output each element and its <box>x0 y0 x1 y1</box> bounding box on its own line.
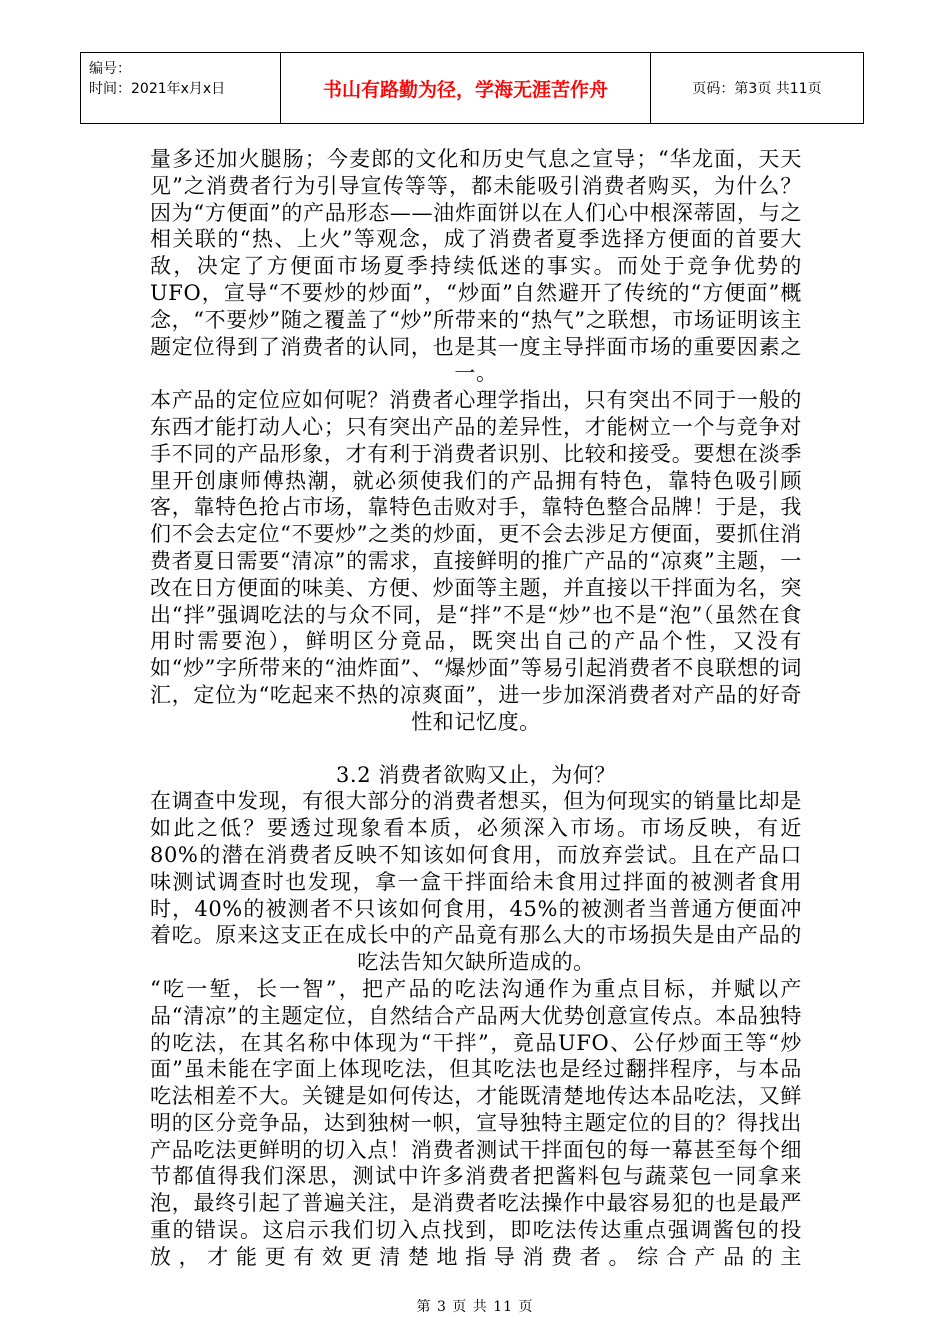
section-heading: 3.2 消费者欲购又止，为何？ <box>335 762 617 787</box>
document-body <box>150 146 802 1271</box>
header-motto: 书山有路勤为径，学海无涯苦作舟 <box>281 53 651 123</box>
document-number-label: 编号： <box>89 61 131 77</box>
paragraph-2: 本产品的定位应如何呢？消费者心理学指出，只有突出不同于一般的东西才能打动人心；只有突出产品的差异性，才能树立一个与竞争对手不同的产品形象，才有利于消费者识别、比较和接受。要想在淡季里开创康师傅热潮，就必须使我们的产品拥有特色，靠特色吸引顾客，靠特色抢占市场，靠特色击败对手，靠特色整合品牌！于是，我们不会去定位“不要炒”之类的炒面，更不会去涉足方便面，要抓住消费者夏日需要“清凉”的需求，直接鲜明的推广产品的“凉爽”主题，一改在日方便面的味美、方便、炒面等主题，并直接以干拌面为名，突出“拌”强调吃法的与众不同，是“拌”不是“炒”也不是“泡”（虽然在食用时需要泡），鲜明区分竟品，既突出自己的产品个性，又没有如“炒”字所带来的“油炸面”、“爆炒面”等易引起消费者不良联想的词汇，定位为“吃起来不热的凉爽面”，进一步加深消费者对产品的好奇性和记忆度。 <box>150 388 802 734</box>
page-footer: 第 3 页 共 11 页 <box>416 1299 534 1315</box>
page-header <box>80 52 864 124</box>
paragraph-1: 量多还加火腿肠；今麦郎的文化和历史气息之宣导；“华龙面，天天见”之消费者行为引导宣传等等，都未能吸引消费者购买，为什么？因为“方便面”的产品形态——油炸面饼以在人们心中根深蒂固，与之相关联的“热、上火”等观念，成了消费者夏季选择方便面的首要大敌，决定了方便面市场夏季持续低迷的事实。而处于竞争优势的UFO，宣导“不要炒的炒面”，“炒面”自然避开了传统的“方便面”概念，“不要炒”随之覆盖了“炒”所带来的“热气”之联想，市场证明该主题定位得到了消费者的认同，也是其一度主导拌面市场的重要因素之一。 <box>150 147 802 386</box>
header-meta <box>81 53 281 123</box>
paragraph-3: 在调查中发现，有很大部分的消费者想买，但为何现实的销量比却是如此之低？要透过现象看本质，必须深入市场。市场反映，有近80%的潜在消费者反映不知该如何食用，而放弃尝试。且在产品口味测试调查时也发现，拿一盒干拌面给未食用过拌面的被测者食用时，40%的被测者不只该如何食用，45%的被测者当普通方便面冲着吃。原来这支正在成长中的产品竟有那么大的市场损失是由产品的吃法告知欠缺所造成的。 <box>150 789 802 975</box>
header-page-info: 页码：第3页 共11页 <box>692 81 822 97</box>
document-date: 时间：2021年x月x日 <box>89 81 226 97</box>
paragraph-4: “吃一堑，长一智”，把产品的吃法沟通作为重点目标，并赋以产品“清凉”的主题定位，自然结合产品两大优势创意宣传点。本品独特的吃法，在其名称中体现为“干拌”，竟品UFO、公仔炒面王等“炒面”虽未能在字面上体现吃法，但其吃法也是经过翻拌程序，与本品吃法相差不大。关键是如何传达，才能既清楚地传达本品吃法，又鲜明的区分竞争品，达到独树一帜，宣导独特主题定位的目的？得找出产品吃法更鲜明的切入点！消费者测试干拌面包的每一幕甚至每个细节都值得我们深思，测试中许多消费者把酱料包与蔬菜包一同拿来泡，最终引起了普遍关注，是消费者吃法操作中最容易犯的也是最严重的错误。这启示我们切入点找到，即吃法传达重点强调酱包的投放，才能更有效更清楚地指导消费者。综合产品的主 <box>150 976 802 1269</box>
